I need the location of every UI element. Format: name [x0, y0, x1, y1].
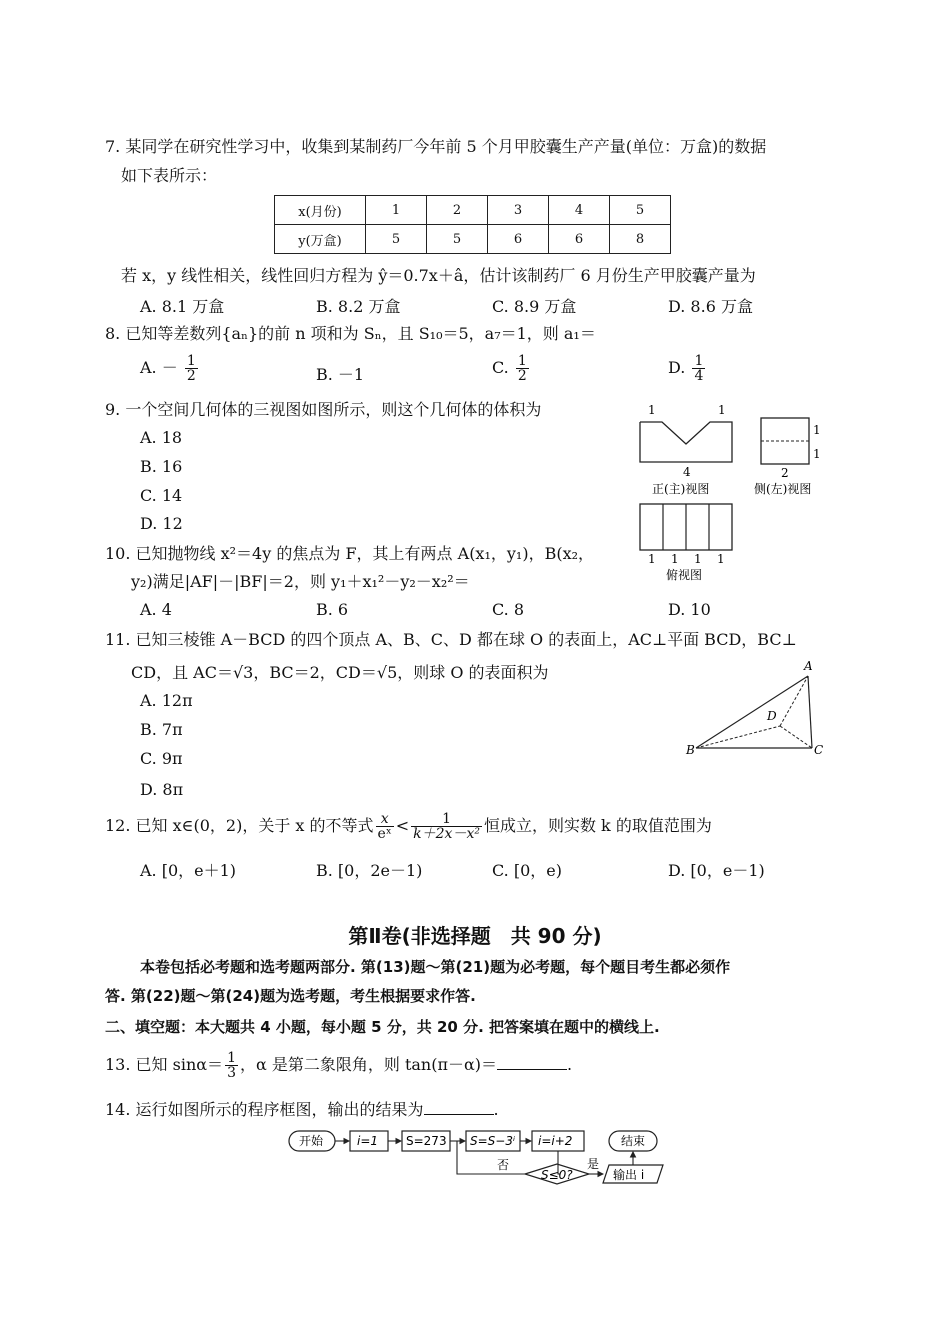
q12-option-a[interactable]: A. [0，e＋1)	[140, 861, 237, 880]
table-cell: 1	[366, 196, 427, 225]
front-view-shape	[640, 422, 732, 462]
q9-option-b[interactable]: B. 16	[140, 457, 183, 476]
q7-option-c[interactable]: C. 8.9 万盒	[492, 297, 577, 316]
end-label: 结束	[621, 1134, 646, 1148]
three-view-figure	[630, 400, 830, 590]
table-cell: x(月份)	[275, 196, 366, 225]
q11-option-d[interactable]: D. 8π	[140, 780, 184, 799]
denominator: k＋2x－x²	[413, 826, 480, 842]
q14-stem-text: 14. 运行如图所示的程序框图，输出的结果为	[105, 1100, 424, 1119]
q11-option-b[interactable]: B. 7π	[140, 720, 183, 739]
denominator: 2	[517, 368, 527, 384]
top-label: 1	[694, 552, 702, 566]
option-label: D.	[668, 358, 686, 377]
q8-option-b[interactable]: B. －1	[316, 365, 365, 384]
numerator: 1	[694, 353, 704, 369]
fraction	[225, 1051, 238, 1080]
denominator: eˣ	[377, 826, 392, 842]
pyramid-figure	[680, 656, 830, 766]
front-caption: 正(主)视图	[652, 482, 710, 496]
q7-stem-line3: 若 x，y 线性相关，线性回归方程为 ŷ＝0.7x＋â，估计该制药厂 6 月份生产甲胶囊产量为	[121, 266, 756, 285]
table-cell: 8	[610, 225, 671, 254]
table-cell: 3	[488, 196, 549, 225]
answer-blank[interactable]	[497, 1055, 567, 1070]
q11-stem-line1: 11. 已知三棱锥 A－BCD 的四个顶点 A、B、C、D 都在球 O 的表面上，AC⊥平面 BCD，BC⊥	[105, 630, 797, 649]
front-top-left-label: 1	[648, 403, 656, 417]
output-label: 输出 i	[613, 1168, 645, 1182]
fraction	[411, 812, 482, 841]
option-label: C.	[492, 358, 509, 377]
denominator: 2	[186, 368, 196, 384]
q11-stem-line2: CD，且 AC＝√3，BC＝2，CD＝√5，则球 O 的表面积为	[131, 663, 549, 682]
less-than-sign: <	[395, 816, 410, 835]
q10-stem-line2: y₂)满足|AF|－|BF|＝2，则 y₁＋x₁²－y₂－x₂²＝	[131, 572, 470, 591]
edge-ac	[808, 676, 812, 748]
vertex-b-label: B	[686, 743, 695, 757]
vertex-d-label: D	[767, 709, 777, 723]
part2-intro-line2: 答. 第(22)题～第(24)题为选考题，考生根据要求作答.	[105, 987, 476, 1005]
top-label: 1	[717, 552, 725, 566]
q7-stem-line1: 7. 某同学在研究性学习中，收集到某制药厂今年前 5 个月甲胶囊生产产量(单位：万盒)的数据	[105, 137, 767, 156]
table-cell: y(万盒)	[275, 225, 366, 254]
table-cell: 5	[427, 225, 488, 254]
init-s-label: S=273	[406, 1134, 447, 1148]
side-width-label: 2	[781, 466, 789, 480]
q7-stem-line2: 如下表所示：	[121, 166, 218, 185]
q9-stem: 9. 一个空间几何体的三视图如图所示，则这个几何体的体积为	[105, 400, 542, 419]
front-top-right-label: 1	[718, 403, 726, 417]
numerator: 1	[517, 353, 527, 369]
update-i-label: i=i+2	[538, 1134, 573, 1148]
q10-option-b[interactable]: B. 6	[316, 600, 349, 619]
fraction	[692, 354, 705, 383]
numerator: x	[376, 812, 394, 827]
side-caption: 侧(左)视图	[754, 482, 812, 496]
side-h2-label: 1	[813, 447, 821, 461]
top-label: 1	[671, 552, 679, 566]
side-h1-label: 1	[813, 423, 821, 437]
q10-stem-line1: 10. 已知抛物线 x²＝4y 的焦点为 F，其上有两点 A(x₁，y₁)，B(x₂，	[105, 544, 595, 563]
table-row-y	[275, 225, 671, 254]
vertex-a-label: A	[804, 659, 813, 673]
no-label: 否	[497, 1158, 510, 1172]
q13-post: ，α 是第二象限角，则 tan(π－α)＝	[239, 1055, 498, 1074]
vertex-c-label: C	[814, 743, 824, 757]
top-label: 1	[648, 552, 656, 566]
q7-option-a[interactable]: A. 8.1 万盒	[140, 297, 225, 316]
decision-label: S≤0?	[541, 1168, 573, 1182]
q12-option-d[interactable]: D. [0，e－1)	[668, 861, 765, 880]
q12-option-b[interactable]: B. [0，2e－1)	[316, 861, 423, 880]
fraction	[185, 354, 198, 383]
q10-option-d[interactable]: D. 10	[668, 600, 711, 619]
edge-ab	[696, 676, 808, 748]
numerator: 1	[186, 353, 196, 369]
update-s-label: S=S−3ⁱ	[470, 1134, 516, 1148]
q11-option-c[interactable]: C. 9π	[140, 749, 183, 768]
edge-ad	[780, 676, 808, 726]
table-cell: 5	[366, 225, 427, 254]
q9-option-d[interactable]: D. 12	[140, 514, 183, 533]
q10-option-c[interactable]: C. 8	[492, 600, 525, 619]
init-i-label: i=1	[357, 1134, 379, 1148]
q13-stem	[105, 1048, 572, 1082]
table-row-x	[275, 196, 671, 225]
q13-pre: 13. 已知 sinα＝	[105, 1055, 224, 1074]
q8-option-a[interactable]	[140, 354, 200, 383]
q12-option-c[interactable]: C. [0，e)	[492, 861, 562, 880]
table-cell: 6	[549, 225, 610, 254]
period: .	[567, 1055, 573, 1074]
q11-option-a[interactable]: A. 12π	[140, 691, 193, 710]
q7-option-b[interactable]: B. 8.2 万盒	[316, 297, 401, 316]
table-cell: 5	[610, 196, 671, 225]
q9-option-c[interactable]: C. 14	[140, 486, 183, 505]
flowchart	[285, 1128, 675, 1192]
q8-stem: 8. 已知等差数列{aₙ}的前 n 项和为 Sₙ，且 S₁₀＝5，a₇＝1，则 a₁＝	[105, 324, 596, 343]
edge-cd	[780, 726, 812, 748]
q8-option-d[interactable]	[668, 354, 707, 383]
q12-stem-pre: 12. 已知 x∈(0，2)，关于 x 的不等式	[105, 816, 374, 835]
table-cell: 2	[427, 196, 488, 225]
fraction	[376, 812, 394, 841]
start-label: 开始	[299, 1134, 324, 1148]
edge-bd	[696, 726, 780, 748]
q10-option-a[interactable]: A. 4	[140, 600, 172, 619]
denominator: 4	[694, 368, 704, 384]
option-label: A.	[140, 358, 157, 377]
front-width-label: 4	[683, 465, 691, 479]
q12-stem-post: 恒成立，则实数 k 的取值范围为	[483, 816, 712, 835]
section-heading: 二、填空题：本大题共 4 小题，每小题 5 分，共 20 分. 把答案填在题中的横线上.	[105, 1018, 660, 1036]
q9-option-a[interactable]: A. 18	[140, 428, 183, 447]
minus-sign: －	[161, 358, 178, 377]
numerator: 1	[227, 1050, 236, 1066]
q8-option-c[interactable]	[492, 354, 531, 383]
fraction	[516, 354, 529, 383]
denominator: 3	[227, 1065, 236, 1081]
top-caption: 俯视图	[666, 568, 703, 582]
part2-title: 第Ⅱ卷(非选择题 共 90 分)	[348, 924, 602, 948]
yes-label: 是	[587, 1157, 600, 1171]
q7-option-d[interactable]: D. 8.6 万盒	[668, 297, 753, 316]
answer-blank[interactable]	[424, 1100, 494, 1115]
numerator: 1	[411, 812, 482, 827]
table-cell: 4	[549, 196, 610, 225]
table-cell: 6	[488, 225, 549, 254]
q12-stem	[105, 806, 712, 846]
part2-intro-line1: 本卷包括必考题和选考题两部分. 第(13)题～第(21)题为必考题，每个题目考生都必须作	[140, 958, 731, 976]
period: .	[493, 1100, 499, 1119]
q7-data-table	[274, 195, 671, 254]
q14-stem	[105, 1097, 499, 1120]
